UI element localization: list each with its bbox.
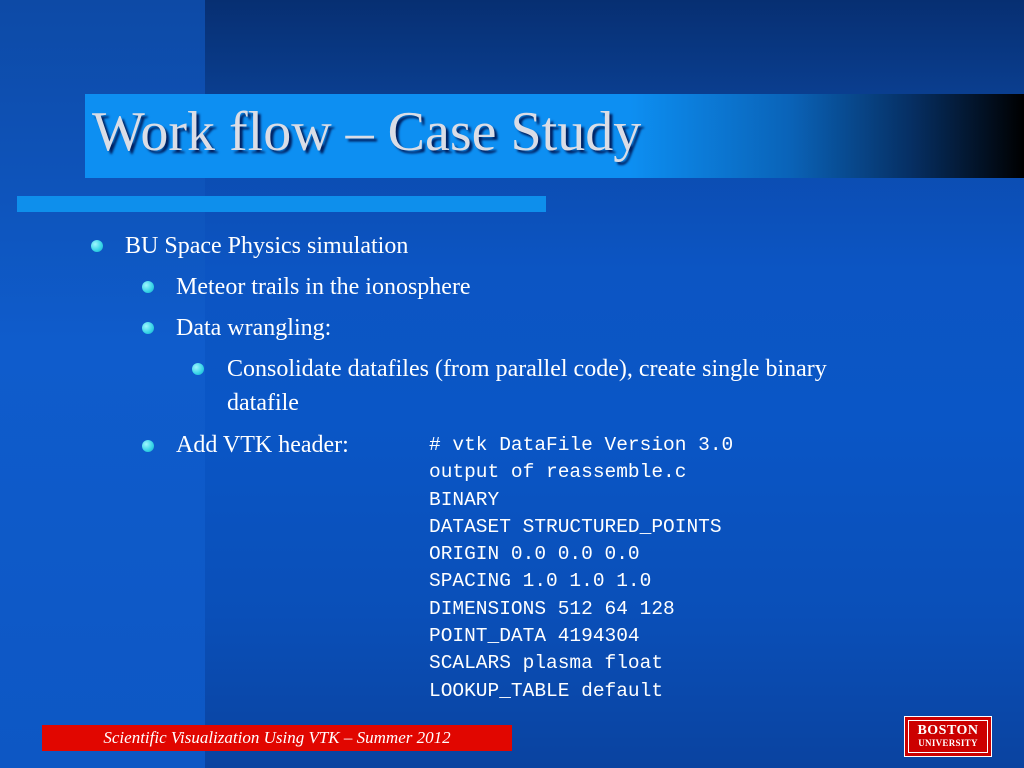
code-line: ORIGIN 0.0 0.0 0.0 — [429, 543, 640, 566]
bullet-dot-icon — [142, 440, 154, 452]
code-line: DATASET STRUCTURED_POINTS — [429, 515, 722, 538]
footer-bar — [42, 725, 512, 751]
code-line: BINARY — [429, 488, 500, 511]
bullet-add-vtk-header: Add VTK header: — [176, 432, 349, 458]
code-line: # vtk DataFile Version 3.0 — [429, 434, 734, 456]
bullet-dot-icon — [142, 322, 154, 334]
bullet-consolidate-line2: datafile — [227, 390, 299, 416]
bullet-dot-icon — [192, 363, 204, 375]
boston-university-logo — [904, 716, 992, 757]
top-background-band — [205, 0, 1024, 100]
bullet-dot-icon — [142, 281, 154, 293]
bullet-meteor-trails: Meteor trails in the ionosphere — [176, 274, 471, 300]
code-line: LOOKUP_TABLE default — [429, 679, 664, 702]
vtk-header-code-block — [429, 432, 733, 705]
code-line: DIMENSIONS 512 64 128 — [429, 597, 675, 620]
footer-course-title: Scientific Visualization Using VTK – Summer 2012 — [103, 728, 451, 747]
bullet-data-wrangling: Data wrangling: — [176, 315, 332, 341]
logo-frame — [908, 720, 988, 753]
slide-title: Work flow – Case Study — [92, 101, 642, 163]
bullet-dot-icon — [91, 240, 103, 252]
title-divider — [17, 196, 546, 212]
code-line: output of reassemble.c — [429, 461, 687, 484]
logo-line-university: UNIVERSITY — [918, 738, 978, 748]
bullet-consolidate-line1: Consolidate datafiles (from parallel code), create single binary — [227, 356, 827, 382]
code-line: SPACING 1.0 1.0 1.0 — [429, 570, 652, 593]
code-line: SCALARS plasma float — [429, 652, 664, 675]
code-line: POINT_DATA 4194304 — [429, 625, 640, 648]
logo-line-boston: BOSTON — [917, 723, 979, 738]
bullet-space-physics: BU Space Physics simulation — [125, 233, 409, 259]
